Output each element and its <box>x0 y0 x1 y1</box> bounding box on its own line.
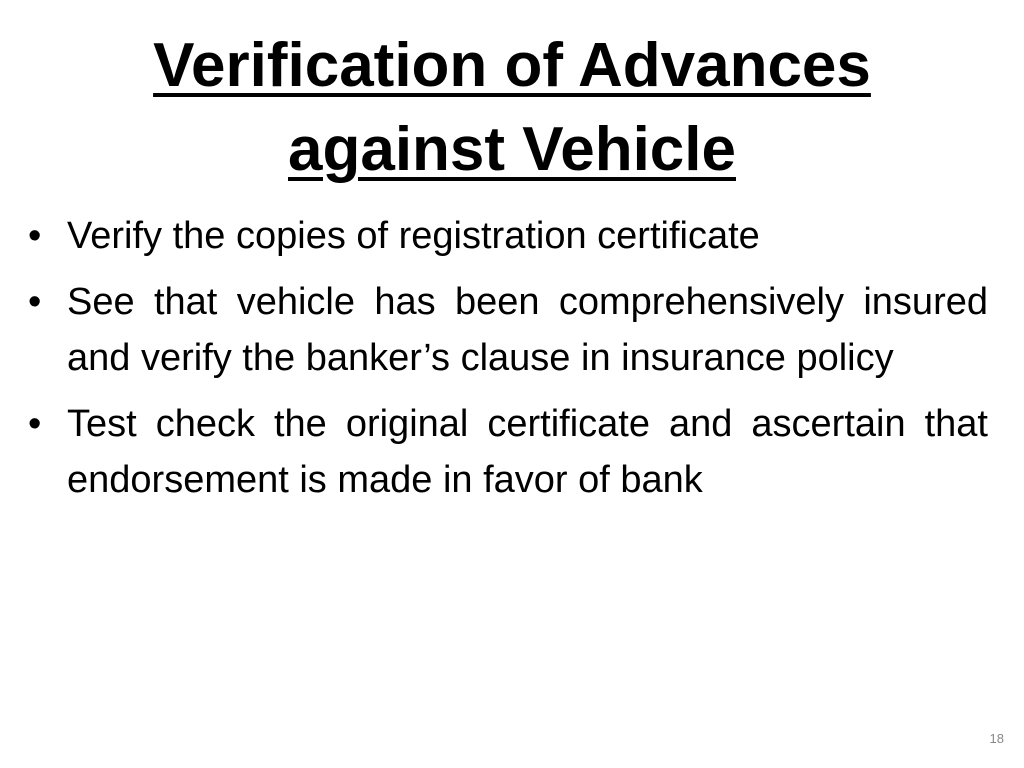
bullet-text: Test check the original certificate and ascertain that endorsement is made in favor of bank <box>67 403 988 501</box>
bullet-list <box>26 208 988 518</box>
bullet-text: Verify the copies of registration certificate <box>67 215 760 257</box>
bullet-dot-icon: • <box>28 215 42 257</box>
slide-number: 18 <box>989 731 1004 746</box>
bullet-item <box>26 208 988 264</box>
slide-title-line-2: against Vehicle <box>288 115 736 184</box>
bullet-dot-icon: • <box>28 281 42 323</box>
bullet-dot-icon: • <box>28 403 42 445</box>
bullet-text: See that vehicle has been comprehensively insured and verify the banker’s clause in insurance policy <box>67 281 988 379</box>
slide-title-line-1: Verification of Advances <box>153 31 871 100</box>
slide-title <box>60 24 964 192</box>
bullet-item <box>26 396 988 508</box>
bullet-item <box>26 274 988 386</box>
